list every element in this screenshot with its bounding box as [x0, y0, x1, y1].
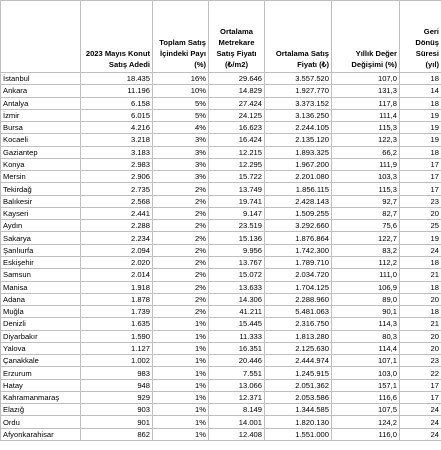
payback-cell[interactable]: 20 [400, 293, 441, 305]
avg-price-cell[interactable]: 2.125.630 [265, 342, 332, 354]
city-cell[interactable]: Tekirdağ [1, 183, 81, 195]
sales-count-cell[interactable]: 3.183 [81, 146, 153, 158]
city-cell[interactable]: Manisa [1, 281, 81, 293]
avg-price-cell[interactable]: 5.481.063 [265, 306, 332, 318]
table-row [1, 269, 441, 281]
payback-cell[interactable]: 24 [400, 244, 441, 256]
table-row [1, 281, 441, 293]
payback-cell[interactable]: 23 [400, 195, 441, 207]
share-cell[interactable]: 3% [153, 158, 209, 170]
payback-cell[interactable]: 17 [400, 158, 441, 170]
share-cell[interactable]: 2% [153, 306, 209, 318]
header-avg-price[interactable]: Ortalama Satış Fiyatı (₺) [265, 1, 332, 73]
payback-cell[interactable]: 18 [400, 281, 441, 293]
avg-m2-price-cell[interactable]: 7.551 [209, 367, 265, 379]
avg-m2-price-cell[interactable]: 13.767 [209, 256, 265, 268]
sales-count-cell[interactable]: 4.216 [81, 122, 153, 134]
share-cell[interactable]: 2% [153, 256, 209, 268]
share-cell[interactable]: 1% [153, 342, 209, 354]
sales-count-cell[interactable]: 903 [81, 404, 153, 416]
payback-cell[interactable]: 19 [400, 109, 441, 121]
avg-price-cell[interactable]: 2.034.720 [265, 269, 332, 281]
payback-cell[interactable]: 20 [400, 342, 441, 354]
payback-cell[interactable]: 18 [400, 306, 441, 318]
avg-m2-price-cell[interactable]: 14.829 [209, 85, 265, 97]
avg-m2-price-cell[interactable]: 14.001 [209, 416, 265, 428]
avg-price-cell[interactable]: 2.051.362 [265, 379, 332, 391]
yearly-change-cell[interactable]: 92,7 [332, 195, 400, 207]
avg-price-cell[interactable]: 1.245.915 [265, 367, 332, 379]
payback-cell[interactable]: 17 [400, 391, 441, 403]
sales-count-cell[interactable]: 2.441 [81, 207, 153, 219]
avg-price-cell[interactable]: 1.876.864 [265, 232, 332, 244]
yearly-change-cell[interactable]: 107,1 [332, 355, 400, 367]
payback-cell[interactable]: 17 [400, 171, 441, 183]
payback-cell[interactable]: 19 [400, 232, 441, 244]
avg-m2-price-cell[interactable]: 19.741 [209, 195, 265, 207]
payback-cell[interactable]: 24 [400, 404, 441, 416]
sales-count-cell[interactable]: 2.020 [81, 256, 153, 268]
header-payback[interactable]: Geri Dönüş Süresi (yıl) [400, 1, 441, 73]
share-cell[interactable]: 1% [153, 428, 209, 440]
avg-m2-price-cell[interactable]: 13.749 [209, 183, 265, 195]
table-row [1, 391, 441, 403]
sales-count-cell[interactable]: 1.739 [81, 306, 153, 318]
table-row [1, 318, 441, 330]
sales-count-cell[interactable]: 1.002 [81, 355, 153, 367]
table-row [1, 293, 441, 305]
yearly-change-cell[interactable]: 103,0 [332, 367, 400, 379]
avg-m2-price-cell[interactable]: 8.149 [209, 404, 265, 416]
avg-price-cell[interactable]: 2.288.960 [265, 293, 332, 305]
sales-count-cell[interactable]: 2.094 [81, 244, 153, 256]
sales-count-cell[interactable]: 18.435 [81, 73, 153, 85]
share-cell[interactable]: 1% [153, 330, 209, 342]
yearly-change-cell[interactable]: 131,3 [332, 85, 400, 97]
yearly-change-cell[interactable]: 116,6 [332, 391, 400, 403]
share-cell[interactable]: 2% [153, 281, 209, 293]
table-row [1, 220, 441, 232]
city-cell[interactable]: Yalova [1, 342, 81, 354]
share-cell[interactable]: 1% [153, 391, 209, 403]
city-cell[interactable]: Balıkesir [1, 195, 81, 207]
city-cell[interactable]: Diyarbakır [1, 330, 81, 342]
header-sales-count[interactable]: 2023 Mayıs Konut Satış Adedi [81, 1, 153, 73]
avg-m2-price-cell[interactable]: 13.633 [209, 281, 265, 293]
share-cell[interactable]: 1% [153, 355, 209, 367]
payback-cell[interactable]: 21 [400, 318, 441, 330]
table-row [1, 404, 441, 416]
avg-price-cell[interactable]: 2.135.120 [265, 134, 332, 146]
sales-count-cell[interactable]: 2.288 [81, 220, 153, 232]
share-cell[interactable]: 2% [153, 244, 209, 256]
yearly-change-cell[interactable]: 89,0 [332, 293, 400, 305]
city-cell[interactable]: Konya [1, 158, 81, 170]
city-cell[interactable]: İstanbul [1, 73, 81, 85]
yearly-change-cell[interactable]: 75,6 [332, 220, 400, 232]
avg-m2-price-cell[interactable]: 16.424 [209, 134, 265, 146]
header-share[interactable]: Toplam Satış İçindeki Payı (%) [153, 1, 209, 73]
city-cell[interactable]: İzmir [1, 109, 81, 121]
city-cell[interactable]: Muğla [1, 306, 81, 318]
sales-count-cell[interactable]: 862 [81, 428, 153, 440]
avg-price-cell[interactable]: 1.704.125 [265, 281, 332, 293]
avg-m2-price-cell[interactable]: 23.519 [209, 220, 265, 232]
avg-m2-price-cell[interactable]: 16.351 [209, 342, 265, 354]
yearly-change-cell[interactable]: 106,9 [332, 281, 400, 293]
city-cell[interactable]: Kayseri [1, 207, 81, 219]
share-cell[interactable]: 2% [153, 232, 209, 244]
share-cell[interactable]: 16% [153, 73, 209, 85]
yearly-change-cell[interactable]: 107,5 [332, 404, 400, 416]
sales-count-cell[interactable]: 2.014 [81, 269, 153, 281]
sales-count-cell[interactable]: 2.983 [81, 158, 153, 170]
table-row [1, 109, 441, 121]
city-cell[interactable]: Bursa [1, 122, 81, 134]
city-cell[interactable]: Gaziantep [1, 146, 81, 158]
sales-count-cell[interactable]: 1.127 [81, 342, 153, 354]
sales-count-cell[interactable]: 1.918 [81, 281, 153, 293]
avg-price-cell[interactable]: 1.509.255 [265, 207, 332, 219]
yearly-change-cell[interactable]: 112,2 [332, 256, 400, 268]
avg-m2-price-cell[interactable]: 24.125 [209, 109, 265, 121]
avg-price-cell[interactable]: 3.136.250 [265, 109, 332, 121]
share-cell[interactable]: 10% [153, 85, 209, 97]
payback-cell[interactable]: 17 [400, 183, 441, 195]
avg-m2-price-cell[interactable]: 12.295 [209, 158, 265, 170]
sales-count-cell[interactable]: 1.635 [81, 318, 153, 330]
table-row [1, 306, 441, 318]
avg-price-cell[interactable]: 2.428.143 [265, 195, 332, 207]
yearly-change-cell[interactable]: 116,0 [332, 428, 400, 440]
yearly-change-cell[interactable]: 115,3 [332, 183, 400, 195]
payback-cell[interactable]: 18 [400, 256, 441, 268]
header-row [1, 1, 441, 73]
table-row [1, 256, 441, 268]
table-row [1, 158, 441, 170]
city-cell[interactable]: Kahramanmaraş [1, 391, 81, 403]
avg-m2-price-cell[interactable]: 12.408 [209, 428, 265, 440]
avg-m2-price-cell[interactable]: 13.066 [209, 379, 265, 391]
header-avg-m2-price[interactable]: Ortalama Metrekare Satış Fiyatı (₺/m2) [209, 1, 265, 73]
yearly-change-cell[interactable]: 80,3 [332, 330, 400, 342]
yearly-change-cell[interactable]: 111,9 [332, 158, 400, 170]
table-row [1, 416, 441, 428]
payback-cell[interactable]: 18 [400, 73, 441, 85]
sales-count-cell[interactable]: 11.196 [81, 85, 153, 97]
avg-m2-price-cell[interactable]: 12.215 [209, 146, 265, 158]
sales-count-cell[interactable]: 901 [81, 416, 153, 428]
yearly-change-cell[interactable]: 122,7 [332, 232, 400, 244]
avg-m2-price-cell[interactable]: 9.956 [209, 244, 265, 256]
table-row [1, 97, 441, 109]
avg-price-cell[interactable]: 1.789.710 [265, 256, 332, 268]
yearly-change-cell[interactable]: 157,1 [332, 379, 400, 391]
payback-cell[interactable]: 20 [400, 207, 441, 219]
avg-price-cell[interactable]: 1.856.115 [265, 183, 332, 195]
avg-m2-price-cell[interactable]: 9.147 [209, 207, 265, 219]
share-cell[interactable]: 4% [153, 122, 209, 134]
avg-m2-price-cell[interactable]: 15.722 [209, 171, 265, 183]
share-cell[interactable]: 1% [153, 416, 209, 428]
avg-m2-price-cell[interactable]: 29.646 [209, 73, 265, 85]
payback-cell[interactable]: 18 [400, 97, 441, 109]
payback-cell[interactable]: 14 [400, 85, 441, 97]
table-row [1, 342, 441, 354]
payback-cell[interactable]: 22 [400, 367, 441, 379]
table-row [1, 428, 441, 440]
city-cell[interactable]: Elazığ [1, 404, 81, 416]
city-cell[interactable]: Adana [1, 293, 81, 305]
avg-m2-price-cell[interactable]: 15.136 [209, 232, 265, 244]
table-row [1, 146, 441, 158]
city-cell[interactable]: Aydın [1, 220, 81, 232]
table-row [1, 171, 441, 183]
avg-price-cell[interactable]: 1.551.000 [265, 428, 332, 440]
share-cell[interactable]: 2% [153, 269, 209, 281]
table-row [1, 355, 441, 367]
header-city[interactable] [1, 1, 81, 73]
table-row [1, 330, 441, 342]
sales-count-cell[interactable]: 1.878 [81, 293, 153, 305]
city-cell[interactable]: Ordu [1, 416, 81, 428]
sales-count-cell[interactable]: 983 [81, 367, 153, 379]
share-cell[interactable]: 1% [153, 404, 209, 416]
share-cell[interactable]: 2% [153, 183, 209, 195]
header-yearly-change[interactable]: Yıllık Değer Değişimi (%) [332, 1, 400, 73]
city-cell[interactable]: Erzurum [1, 367, 81, 379]
avg-price-cell[interactable]: 1.344.585 [265, 404, 332, 416]
payback-cell[interactable]: 19 [400, 134, 441, 146]
payback-cell[interactable]: 21 [400, 269, 441, 281]
avg-m2-price-cell[interactable]: 41.211 [209, 306, 265, 318]
city-cell[interactable]: Kocaeli [1, 134, 81, 146]
avg-m2-price-cell[interactable]: 20.446 [209, 355, 265, 367]
avg-price-cell[interactable]: 2.316.750 [265, 318, 332, 330]
share-cell[interactable]: 2% [153, 293, 209, 305]
avg-price-cell[interactable]: 2.244.105 [265, 122, 332, 134]
avg-price-cell[interactable]: 2.444.974 [265, 355, 332, 367]
sales-count-cell[interactable]: 6.158 [81, 97, 153, 109]
city-cell[interactable]: Şanlıurfa [1, 244, 81, 256]
avg-m2-price-cell[interactable]: 12.371 [209, 391, 265, 403]
avg-m2-price-cell[interactable]: 14.306 [209, 293, 265, 305]
avg-price-cell[interactable]: 1.967.200 [265, 158, 332, 170]
sales-count-cell[interactable]: 2.906 [81, 171, 153, 183]
city-cell[interactable]: Hatay [1, 379, 81, 391]
share-cell[interactable]: 2% [153, 220, 209, 232]
yearly-change-cell[interactable]: 107,0 [332, 73, 400, 85]
payback-cell[interactable]: 18 [400, 146, 441, 158]
share-cell[interactable]: 3% [153, 134, 209, 146]
avg-price-cell[interactable]: 2.053.586 [265, 391, 332, 403]
share-cell[interactable]: 1% [153, 367, 209, 379]
share-cell[interactable]: 3% [153, 146, 209, 158]
sales-count-cell[interactable]: 2.735 [81, 183, 153, 195]
table-row [1, 183, 441, 195]
share-cell[interactable]: 2% [153, 195, 209, 207]
yearly-change-cell[interactable]: 83,2 [332, 244, 400, 256]
city-cell[interactable]: Afyonkarahisar [1, 428, 81, 440]
payback-cell[interactable]: 24 [400, 428, 441, 440]
yearly-change-cell[interactable]: 90,1 [332, 306, 400, 318]
table-row [1, 73, 441, 85]
city-cell[interactable]: Çanakkale [1, 355, 81, 367]
avg-m2-price-cell[interactable]: 16.623 [209, 122, 265, 134]
sales-count-cell[interactable]: 2.568 [81, 195, 153, 207]
table-row [1, 379, 441, 391]
city-cell[interactable]: Sakarya [1, 232, 81, 244]
city-cell[interactable]: Mersin [1, 171, 81, 183]
yearly-change-cell[interactable]: 124,2 [332, 416, 400, 428]
avg-price-cell[interactable]: 1.893.325 [265, 146, 332, 158]
table-row [1, 134, 441, 146]
avg-price-cell[interactable]: 1.927.770 [265, 85, 332, 97]
payback-cell[interactable]: 25 [400, 220, 441, 232]
avg-m2-price-cell[interactable]: 11.333 [209, 330, 265, 342]
yearly-change-cell[interactable]: 115,3 [332, 122, 400, 134]
avg-m2-price-cell[interactable]: 15.072 [209, 269, 265, 281]
avg-m2-price-cell[interactable]: 27.424 [209, 97, 265, 109]
avg-price-cell[interactable]: 1.742.300 [265, 244, 332, 256]
table-row [1, 232, 441, 244]
avg-price-cell[interactable]: 1.813.280 [265, 330, 332, 342]
city-cell[interactable]: Denizli [1, 318, 81, 330]
yearly-change-cell[interactable]: 66,2 [332, 146, 400, 158]
yearly-change-cell[interactable]: 114,4 [332, 342, 400, 354]
yearly-change-cell[interactable]: 117,8 [332, 97, 400, 109]
sales-count-cell[interactable]: 2.234 [81, 232, 153, 244]
payback-cell[interactable]: 19 [400, 122, 441, 134]
table-row [1, 207, 441, 219]
yearly-change-cell[interactable]: 111,0 [332, 269, 400, 281]
avg-m2-price-cell[interactable]: 15.445 [209, 318, 265, 330]
share-cell[interactable]: 5% [153, 109, 209, 121]
avg-price-cell[interactable]: 3.292.660 [265, 220, 332, 232]
payback-cell[interactable]: 23 [400, 355, 441, 367]
yearly-change-cell[interactable]: 82,7 [332, 207, 400, 219]
share-cell[interactable]: 1% [153, 318, 209, 330]
avg-price-cell[interactable]: 1.820.130 [265, 416, 332, 428]
payback-cell[interactable]: 20 [400, 330, 441, 342]
avg-price-cell[interactable]: 3.373.152 [265, 97, 332, 109]
city-cell[interactable]: Ankara [1, 85, 81, 97]
table-row [1, 244, 441, 256]
avg-price-cell[interactable]: 3.557.520 [265, 73, 332, 85]
share-cell[interactable]: 5% [153, 97, 209, 109]
table-row [1, 122, 441, 134]
sales-count-cell[interactable]: 6.015 [81, 109, 153, 121]
share-cell[interactable]: 2% [153, 207, 209, 219]
avg-price-cell[interactable]: 2.201.080 [265, 171, 332, 183]
payback-cell[interactable]: 17 [400, 379, 441, 391]
city-cell[interactable]: Samsun [1, 269, 81, 281]
yearly-change-cell[interactable]: 111,4 [332, 109, 400, 121]
yearly-change-cell[interactable]: 103,3 [332, 171, 400, 183]
sales-count-cell[interactable]: 948 [81, 379, 153, 391]
table-row [1, 195, 441, 207]
payback-cell[interactable]: 24 [400, 416, 441, 428]
share-cell[interactable]: 3% [153, 171, 209, 183]
city-cell[interactable]: Antalya [1, 97, 81, 109]
yearly-change-cell[interactable]: 122,3 [332, 134, 400, 146]
table-row [1, 367, 441, 379]
sales-count-cell[interactable]: 1.590 [81, 330, 153, 342]
table-row [1, 85, 441, 97]
share-cell[interactable]: 1% [153, 379, 209, 391]
yearly-change-cell[interactable]: 114,3 [332, 318, 400, 330]
sales-count-cell[interactable]: 929 [81, 391, 153, 403]
sales-count-cell[interactable]: 3.218 [81, 134, 153, 146]
city-cell[interactable]: Eskişehir [1, 256, 81, 268]
